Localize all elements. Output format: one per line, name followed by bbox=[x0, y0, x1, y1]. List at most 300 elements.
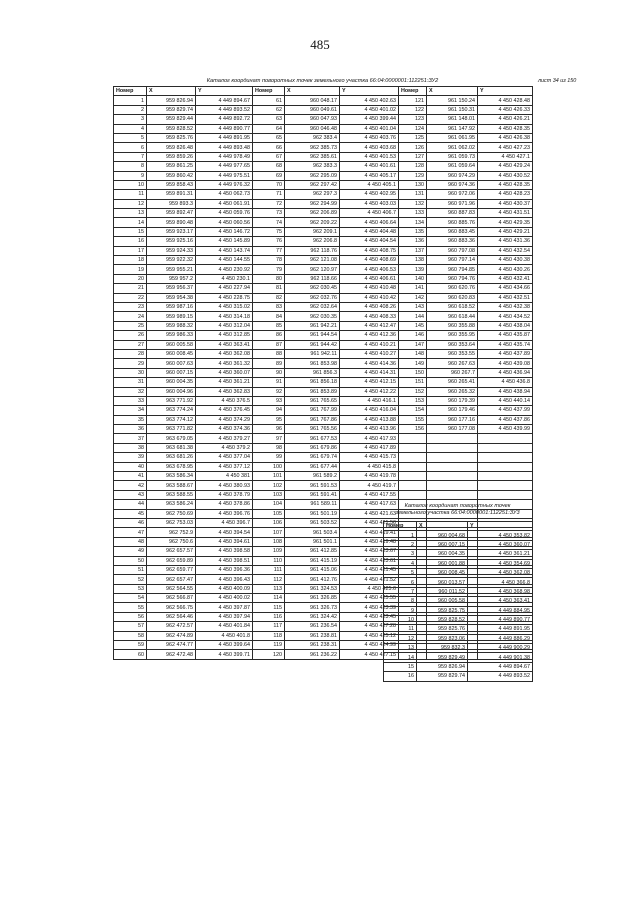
coord-y: 4 450 434.52 bbox=[478, 312, 533, 321]
coord-y: 4 450 378.79 bbox=[196, 490, 253, 499]
point-number: 35 bbox=[114, 415, 147, 424]
coord-x: 962 385.73 bbox=[285, 143, 340, 152]
point-number: 154 bbox=[399, 406, 427, 415]
coord-y: 4 450 421.45 bbox=[340, 565, 399, 574]
point-number: 60 bbox=[114, 650, 147, 659]
coord-x: 962 564.55 bbox=[147, 584, 196, 593]
coord-y: 4 450 408.69 bbox=[340, 256, 399, 265]
table-row bbox=[114, 349, 533, 358]
column-header: Номер bbox=[384, 522, 417, 531]
point-number: 150 bbox=[399, 368, 427, 377]
column-header: X bbox=[417, 522, 468, 531]
coord-x bbox=[427, 453, 478, 462]
coord-y: 4 450 146.72 bbox=[196, 227, 253, 236]
coord-x: 961 501.1 bbox=[285, 537, 340, 546]
point-number: 83 bbox=[253, 302, 285, 311]
coord-x: 962 297.3 bbox=[285, 190, 340, 199]
coord-x: 959 828.52 bbox=[147, 124, 196, 133]
coord-y: 4 450 396.76 bbox=[196, 509, 253, 518]
coord-x: 962 566.75 bbox=[147, 603, 196, 612]
coord-x: 960 046.48 bbox=[285, 124, 340, 133]
coord-y: 4 450 429.24 bbox=[478, 162, 533, 171]
coord-x: 959 989.15 bbox=[147, 312, 196, 321]
table-row bbox=[114, 340, 533, 349]
coord-y: 4 449 893.52 bbox=[196, 105, 253, 114]
point-number: 11 bbox=[384, 625, 417, 634]
coord-y: 4 450 429.35 bbox=[478, 218, 533, 227]
point-number: 53 bbox=[114, 584, 147, 593]
coord-x: 962 383.3 bbox=[285, 162, 340, 171]
coord-x: 963 771.92 bbox=[147, 396, 196, 405]
coord-y: 4 450 425.55 bbox=[340, 594, 399, 603]
point-number: 86 bbox=[253, 331, 285, 340]
coord-x: 961 853.89 bbox=[285, 387, 340, 396]
point-number: 56 bbox=[114, 612, 147, 621]
point-number: 128 bbox=[399, 162, 427, 171]
coord-y: 4 450 143.74 bbox=[196, 246, 253, 255]
coord-y: 4 450 408.26 bbox=[340, 302, 399, 311]
coord-y: 4 450 417.89 bbox=[340, 443, 399, 452]
point-number: 96 bbox=[253, 425, 285, 434]
coord-x: 962 030.35 bbox=[285, 312, 340, 321]
coord-x: 963 588.67 bbox=[147, 481, 196, 490]
coord-x: 962 385.61 bbox=[285, 152, 340, 161]
table-row bbox=[384, 625, 533, 634]
table-row bbox=[114, 209, 533, 218]
table-row bbox=[114, 237, 533, 246]
point-number: 34 bbox=[114, 406, 147, 415]
point-number: 151 bbox=[399, 378, 427, 387]
point-number bbox=[399, 490, 427, 499]
point-number: 2 bbox=[114, 105, 147, 114]
table-row bbox=[114, 312, 533, 321]
coord-y: 4 450 432.38 bbox=[478, 302, 533, 311]
coord-x: 960 618.52 bbox=[427, 302, 478, 311]
coord-y: 4 450 362.08 bbox=[196, 349, 253, 358]
coord-x: 961 150.24 bbox=[427, 96, 478, 105]
coord-x: 961 412.76 bbox=[285, 575, 340, 584]
coord-y: 4 450 430.37 bbox=[478, 199, 533, 208]
coord-y: 4 450 425.12 bbox=[340, 631, 399, 640]
coord-y: 4 450 417.63 bbox=[340, 500, 399, 509]
coord-y: 4 450 410.21 bbox=[340, 340, 399, 349]
point-number: 39 bbox=[114, 453, 147, 462]
coord-x: 961 503.52 bbox=[285, 518, 340, 527]
coord-x: 960 971.96 bbox=[427, 199, 478, 208]
coord-y: 4 450 413.88 bbox=[340, 415, 399, 424]
coord-x: 961 765.65 bbox=[285, 396, 340, 405]
coord-y: 4 450 435.87 bbox=[478, 331, 533, 340]
coord-x: 960 265.32 bbox=[427, 387, 478, 396]
coord-y: 4 450 399.44 bbox=[340, 115, 399, 124]
coord-x: 963 586.34 bbox=[147, 472, 196, 481]
coord-x: 959 861.25 bbox=[147, 162, 196, 171]
coord-x: 962 566.87 bbox=[147, 594, 196, 603]
coord-y: 4 450 412.22 bbox=[340, 387, 399, 396]
coord-y: 4 449 978.49 bbox=[196, 152, 253, 161]
table-row bbox=[114, 227, 533, 236]
coord-x: 961 765.56 bbox=[285, 425, 340, 434]
coord-x: 960 005.58 bbox=[417, 597, 468, 606]
point-number: 1 bbox=[384, 531, 417, 540]
point-number: 77 bbox=[253, 246, 285, 255]
point-number: 71 bbox=[253, 190, 285, 199]
coord-x: 959 957.2 bbox=[147, 274, 196, 283]
coord-x: 960 001.88 bbox=[417, 559, 468, 568]
coord-y: 4 450 403.76 bbox=[340, 133, 399, 142]
coord-x: 961 326.85 bbox=[285, 594, 340, 603]
table-row bbox=[114, 331, 533, 340]
coord-x: 959 955.21 bbox=[147, 265, 196, 274]
point-number: 132 bbox=[399, 199, 427, 208]
coord-y: 4 450 438.94 bbox=[478, 387, 533, 396]
table-row bbox=[114, 152, 533, 161]
coord-x: 961 236.22 bbox=[285, 650, 340, 659]
point-number: 133 bbox=[399, 209, 427, 218]
coord-y: 4 450 437.89 bbox=[478, 349, 533, 358]
point-number: 4 bbox=[114, 124, 147, 133]
coord-x: 961 677.53 bbox=[285, 434, 340, 443]
coord-x: 960 013.57 bbox=[417, 578, 468, 587]
point-number: 62 bbox=[253, 105, 285, 114]
coord-y: 4 450 416.04 bbox=[340, 406, 399, 415]
point-number: 131 bbox=[399, 190, 427, 199]
coord-x: 962 120.97 bbox=[285, 265, 340, 274]
coord-x: 963 586.24 bbox=[147, 500, 196, 509]
point-number: 57 bbox=[114, 622, 147, 631]
point-number: 7 bbox=[384, 587, 417, 596]
coord-x bbox=[427, 434, 478, 443]
coord-y: 4 450 410.42 bbox=[340, 293, 399, 302]
coord-x: 961 501.19 bbox=[285, 509, 340, 518]
coord-x: 961 150.31 bbox=[427, 105, 478, 114]
coord-x: 961 059.73 bbox=[427, 152, 478, 161]
coord-y: 4 450 435.74 bbox=[478, 340, 533, 349]
coord-x: 959 823.06 bbox=[417, 634, 468, 643]
coord-y: 4 450 426.21 bbox=[478, 115, 533, 124]
coord-y: 4 450 381 bbox=[196, 472, 253, 481]
coord-x: 963 679.05 bbox=[147, 434, 196, 443]
table-row bbox=[384, 653, 533, 662]
side-table-caption-line1: Каталог координат поворотных точек bbox=[404, 503, 511, 509]
coord-y: 4 450 399.64 bbox=[196, 641, 253, 650]
point-number: 67 bbox=[253, 152, 285, 161]
table-row bbox=[384, 597, 533, 606]
coord-x: 960 004.35 bbox=[417, 550, 468, 559]
point-number: 36 bbox=[114, 425, 147, 434]
coord-x: 962 474.89 bbox=[147, 631, 196, 640]
coord-x: 963 774.24 bbox=[147, 406, 196, 415]
coord-x: 961 944.54 bbox=[285, 331, 340, 340]
coord-x: 959 826.48 bbox=[147, 143, 196, 152]
point-number: 117 bbox=[253, 622, 285, 631]
coord-y: 4 449 975.51 bbox=[196, 171, 253, 180]
coord-y: 4 450 376.5 bbox=[196, 396, 253, 405]
coord-x: 961 324.42 bbox=[285, 612, 340, 621]
point-number: 50 bbox=[114, 556, 147, 565]
coord-x: 961 061.95 bbox=[427, 133, 478, 142]
point-number: 82 bbox=[253, 293, 285, 302]
coord-x: 959 859.26 bbox=[147, 152, 196, 161]
coord-y: 4 450 421.52 bbox=[340, 575, 399, 584]
coord-x: 962 752.9 bbox=[147, 528, 196, 537]
main-table-caption: Каталог координат поворотных точек земельного участка 66:04:0000001:112251:ЗУ2 bbox=[206, 78, 439, 84]
coord-x: 960 265.41 bbox=[427, 378, 478, 387]
point-number: 139 bbox=[399, 265, 427, 274]
point-number: 3 bbox=[384, 550, 417, 559]
point-number: 138 bbox=[399, 256, 427, 265]
coord-y: 4 450 431.51 bbox=[478, 209, 533, 218]
point-number: 74 bbox=[253, 218, 285, 227]
coord-y: 4 450 376.45 bbox=[196, 406, 253, 415]
coord-x: 959 826.94 bbox=[417, 662, 468, 671]
coord-y: 4 450 432.41 bbox=[478, 274, 533, 283]
table-row bbox=[384, 550, 533, 559]
column-header: Y bbox=[478, 87, 533, 96]
point-number: 92 bbox=[253, 387, 285, 396]
column-header: Y bbox=[196, 87, 253, 96]
point-number: 104 bbox=[253, 500, 285, 509]
coord-x: 959 923.17 bbox=[147, 227, 196, 236]
coord-y: 4 450 412.36 bbox=[340, 331, 399, 340]
column-header: Номер bbox=[253, 87, 285, 96]
side-table-header bbox=[384, 522, 533, 531]
point-number: 80 bbox=[253, 274, 285, 283]
coord-y: 4 450 431.36 bbox=[478, 237, 533, 246]
point-number: 43 bbox=[114, 490, 147, 499]
coord-y: 4 450 377.12 bbox=[196, 462, 253, 471]
coord-y: 4 450 426.33 bbox=[478, 105, 533, 114]
coord-y: 4 450 354.69 bbox=[468, 559, 533, 568]
column-header: Y bbox=[468, 522, 533, 531]
point-number: 140 bbox=[399, 274, 427, 283]
coord-y: 4 450 361.21 bbox=[196, 378, 253, 387]
point-number: 110 bbox=[253, 556, 285, 565]
point-number: 119 bbox=[253, 641, 285, 650]
coord-x: 962 750.6 bbox=[147, 537, 196, 546]
coord-x: 961 677.44 bbox=[285, 462, 340, 471]
column-header: X bbox=[285, 87, 340, 96]
coord-y: 4 450 419.78 bbox=[340, 472, 399, 481]
coord-y: 4 450 405.1 bbox=[340, 180, 399, 189]
point-number: 76 bbox=[253, 237, 285, 246]
coord-y: 4 450 378.86 bbox=[196, 500, 253, 509]
coord-x: 960 797.08 bbox=[427, 246, 478, 255]
coord-x: 960 797.14 bbox=[427, 256, 478, 265]
coord-y: 4 450 363.41 bbox=[468, 597, 533, 606]
point-number: 102 bbox=[253, 481, 285, 490]
coord-x: 962 032.76 bbox=[285, 293, 340, 302]
coord-x: 962 118.76 bbox=[285, 246, 340, 255]
coord-y: 4 450 423.45 bbox=[340, 612, 399, 621]
point-number: 22 bbox=[114, 293, 147, 302]
coord-x: 960 794.85 bbox=[427, 265, 478, 274]
coord-x: 960 007.15 bbox=[417, 540, 468, 549]
point-number bbox=[399, 472, 427, 481]
coord-x: 962 030.45 bbox=[285, 284, 340, 293]
coord-x: 959 828.52 bbox=[417, 615, 468, 624]
coord-y: 4 450 404.48 bbox=[340, 227, 399, 236]
point-number: 118 bbox=[253, 631, 285, 640]
coord-x: 960 618.44 bbox=[427, 312, 478, 321]
point-number: 153 bbox=[399, 396, 427, 405]
point-number: 143 bbox=[399, 302, 427, 311]
coord-x bbox=[427, 462, 478, 471]
coord-y bbox=[478, 434, 533, 443]
coord-y: 4 450 394.54 bbox=[196, 528, 253, 537]
coord-x: 960 008.45 bbox=[147, 349, 196, 358]
coord-x: 961 148.01 bbox=[427, 115, 478, 124]
coord-x: 960 177.08 bbox=[427, 425, 478, 434]
point-number: 31 bbox=[114, 378, 147, 387]
point-number: 79 bbox=[253, 265, 285, 274]
coord-y: 4 450 427.1 bbox=[478, 152, 533, 161]
coord-y: 4 450 379.2 bbox=[196, 443, 253, 452]
point-number bbox=[399, 453, 427, 462]
point-number: 75 bbox=[253, 227, 285, 236]
coord-y: 4 450 416.1 bbox=[340, 396, 399, 405]
table-row bbox=[114, 302, 533, 311]
coord-x: 960 974.29 bbox=[427, 171, 478, 180]
coord-x: 960 267.63 bbox=[427, 359, 478, 368]
coord-y: 4 450 230.92 bbox=[196, 265, 253, 274]
point-number: 129 bbox=[399, 171, 427, 180]
coord-y: 4 450 314.18 bbox=[196, 312, 253, 321]
coord-x: 959 988.32 bbox=[147, 321, 196, 330]
coord-x: 962 294.99 bbox=[285, 199, 340, 208]
coord-y: 4 450 440.14 bbox=[478, 396, 533, 405]
coord-y: 4 450 402.95 bbox=[340, 190, 399, 199]
point-number: 63 bbox=[253, 115, 285, 124]
coord-y: 4 450 379.27 bbox=[196, 434, 253, 443]
coord-x: 959 829.74 bbox=[417, 672, 468, 681]
coord-y: 4 450 401.84 bbox=[196, 622, 253, 631]
coord-y: 4 449 893.48 bbox=[196, 143, 253, 152]
table-row bbox=[114, 406, 533, 415]
point-number: 115 bbox=[253, 603, 285, 612]
coord-y: 4 450 436.94 bbox=[478, 368, 533, 377]
coord-x: 960 267.7 bbox=[427, 368, 478, 377]
point-number: 27 bbox=[114, 340, 147, 349]
coord-x: 961 942.11 bbox=[285, 349, 340, 358]
coord-x: 959 832.3 bbox=[417, 644, 468, 653]
coord-x: 962 659.77 bbox=[147, 565, 196, 574]
point-number: 8 bbox=[384, 597, 417, 606]
table-row bbox=[114, 284, 533, 293]
table-row bbox=[384, 559, 533, 568]
coord-y: 4 450 353.82 bbox=[468, 531, 533, 540]
point-number: 24 bbox=[114, 312, 147, 321]
coord-y: 4 450 312.04 bbox=[196, 321, 253, 330]
table-row bbox=[114, 162, 533, 171]
coord-x: 961 147.92 bbox=[427, 124, 478, 133]
point-number: 99 bbox=[253, 453, 285, 462]
coord-y: 4 450 426.38 bbox=[478, 133, 533, 142]
coord-y: 4 450 423.39 bbox=[340, 603, 399, 612]
coord-x: 961 767.86 bbox=[285, 415, 340, 424]
point-number: 23 bbox=[114, 302, 147, 311]
point-number: 105 bbox=[253, 509, 285, 518]
point-number: 81 bbox=[253, 284, 285, 293]
point-number: 101 bbox=[253, 472, 285, 481]
table-row bbox=[114, 387, 533, 396]
coord-x: 961 853.98 bbox=[285, 359, 340, 368]
point-number: 20 bbox=[114, 274, 147, 283]
point-number: 26 bbox=[114, 331, 147, 340]
coord-y: 4 450 428.23 bbox=[478, 190, 533, 199]
coord-x: 959 825.76 bbox=[147, 133, 196, 142]
point-number: 149 bbox=[399, 359, 427, 368]
coord-y: 4 450 404.54 bbox=[340, 237, 399, 246]
column-header: Номер bbox=[399, 87, 427, 96]
point-number: 65 bbox=[253, 133, 285, 142]
coord-y: 4 450 423.61 bbox=[340, 556, 399, 565]
coord-y: 4 450 400.09 bbox=[196, 584, 253, 593]
coord-y: 4 450 405.17 bbox=[340, 171, 399, 180]
coord-y: 4 450 361.32 bbox=[196, 359, 253, 368]
point-number: 121 bbox=[399, 96, 427, 105]
coord-y: 4 449 891.95 bbox=[196, 133, 253, 142]
point-number: 94 bbox=[253, 406, 285, 415]
coord-x: 960 355.95 bbox=[427, 331, 478, 340]
coord-y: 4 450 396.36 bbox=[196, 565, 253, 574]
coord-x: 960 177.16 bbox=[427, 415, 478, 424]
coord-x: 960 007.15 bbox=[147, 368, 196, 377]
point-number: 78 bbox=[253, 256, 285, 265]
coord-x: 960 179.39 bbox=[427, 396, 478, 405]
coord-y: 4 450 432.54 bbox=[478, 246, 533, 255]
point-number: 41 bbox=[114, 472, 147, 481]
coord-y: 4 450 415.73 bbox=[340, 453, 399, 462]
coord-x bbox=[427, 443, 478, 452]
point-number: 46 bbox=[114, 518, 147, 527]
coord-y: 4 450 312.85 bbox=[196, 331, 253, 340]
table-row bbox=[114, 105, 533, 114]
coord-y: 4 450 399.71 bbox=[196, 650, 253, 659]
coord-y: 4 450 374.29 bbox=[196, 415, 253, 424]
point-number: 120 bbox=[253, 650, 285, 659]
point-number: 18 bbox=[114, 256, 147, 265]
point-number: 42 bbox=[114, 481, 147, 490]
coord-y: 4 450 396.7 bbox=[196, 518, 253, 527]
coord-y: 4 450 415.8 bbox=[340, 462, 399, 471]
point-number: 13 bbox=[114, 209, 147, 218]
coord-x: 959 825.75 bbox=[417, 606, 468, 615]
coord-y: 4 450 228.75 bbox=[196, 293, 253, 302]
coord-x: 960 885.76 bbox=[427, 218, 478, 227]
point-number: 9 bbox=[114, 171, 147, 180]
table-row bbox=[384, 587, 533, 596]
coord-x: 961 236.54 bbox=[285, 622, 340, 631]
point-number: 21 bbox=[114, 284, 147, 293]
coord-y: 4 450 432.51 bbox=[478, 293, 533, 302]
coord-y: 4 450 437.99 bbox=[478, 406, 533, 415]
table-row bbox=[114, 415, 533, 424]
coord-x: 962 472.48 bbox=[147, 650, 196, 659]
point-number: 37 bbox=[114, 434, 147, 443]
coord-x: 959 858.43 bbox=[147, 180, 196, 189]
point-number: 29 bbox=[114, 359, 147, 368]
coord-y: 4 449 900.29 bbox=[468, 644, 533, 653]
coord-x: 960 005.58 bbox=[147, 340, 196, 349]
coord-x: 960 047.93 bbox=[285, 115, 340, 124]
coord-x: 962 121.08 bbox=[285, 256, 340, 265]
coord-y: 4 450 060.56 bbox=[196, 218, 253, 227]
point-number: 145 bbox=[399, 321, 427, 330]
point-number: 141 bbox=[399, 284, 427, 293]
coord-x bbox=[427, 472, 478, 481]
coord-y: 4 450 436.8 bbox=[478, 378, 533, 387]
